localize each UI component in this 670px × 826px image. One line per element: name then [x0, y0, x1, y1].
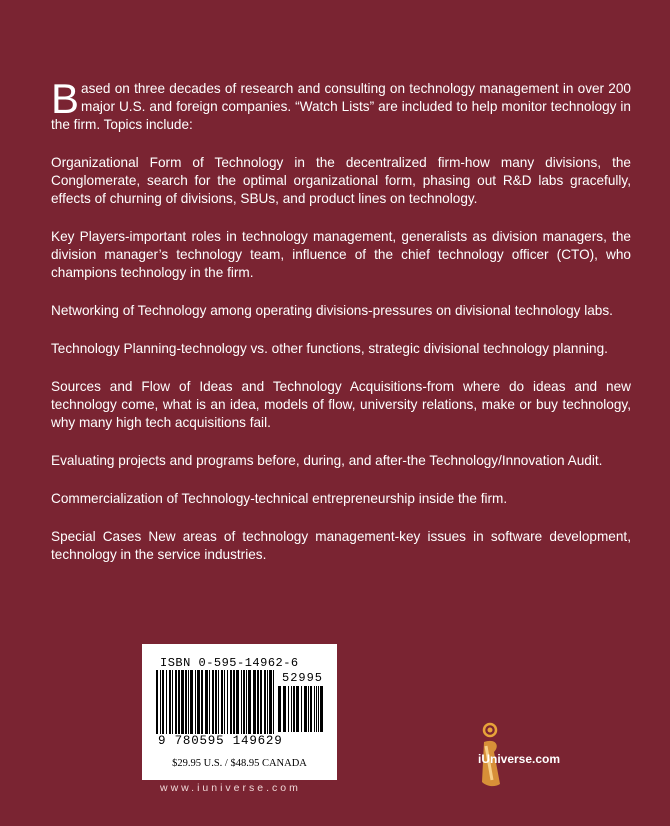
barcode-bar: [304, 686, 307, 732]
barcode-bar: [181, 670, 184, 734]
price-code-text: 52995: [282, 671, 324, 685]
publisher-website: www.iuniverse.com: [160, 782, 301, 794]
back-cover-description: [51, 75, 631, 584]
barcode-bar: [246, 670, 247, 734]
barcode-bar: [230, 670, 232, 734]
topic-planning: Technology Planning-technology vs. other functions, strategic divisional technology planning.: [51, 341, 608, 356]
barcode-bar: [233, 670, 235, 734]
barcode-bar: [308, 686, 309, 732]
barcode-bar: [260, 670, 262, 734]
barcode-bar: [314, 686, 315, 732]
topic-evaluating: Evaluating projects and programs before, during, and after-the Technology/Innovation Audit.: [51, 453, 603, 468]
barcode-bar: [316, 686, 317, 732]
barcode-bar: [209, 670, 210, 734]
barcode-bar: [318, 686, 319, 732]
barcode-bar: [236, 670, 239, 734]
barcode-bar: [212, 670, 214, 734]
barcode-bar: [224, 670, 225, 734]
barcode-bar: [172, 670, 173, 734]
barcode-bar: [227, 670, 228, 734]
barcode-bar: [156, 670, 158, 734]
barcode-bar: [243, 670, 245, 734]
barcode-bar: [283, 686, 286, 732]
barcode-bar: [169, 670, 171, 734]
barcode-bar: [248, 670, 251, 734]
intro-paragraph: [51, 75, 631, 134]
barcode-bar: [162, 670, 164, 734]
barcode-bar: [310, 686, 312, 732]
barcode-bar: [273, 670, 274, 734]
barcode-bar: [267, 670, 268, 734]
barcode-bar: [278, 686, 281, 732]
barcode-bar: [293, 686, 295, 732]
barcode-bar: [296, 686, 299, 732]
barcode-bar: [241, 670, 242, 734]
barcode-bar: [195, 670, 196, 734]
barcode-bar: [269, 670, 272, 734]
ean-barcode: [156, 670, 274, 734]
barcode-bar: [301, 686, 302, 732]
topic-sources-and-flow: Sources and Flow of Ideas and Technology Acquisitions-from where do ideas and new technology come, what is an idea, models of flow, university relations, make or buy technology, why many high tech acquisitions fail.: [51, 379, 631, 430]
price-text: $29.95 U.S. / $48.95 CANADA: [172, 758, 307, 769]
iuniverse-logo-text: iUniverse.com: [478, 752, 561, 766]
barcode-bar: [197, 670, 200, 734]
ean-digits-text: 9 780595 149629: [158, 734, 283, 748]
topic-special-cases: Special Cases New areas of technology management-key issues in software development, technology in the service industries.: [51, 529, 631, 562]
barcode-bar: [188, 670, 189, 734]
barcode-bar: [288, 686, 289, 732]
barcode-bar: [320, 686, 323, 732]
barcode-bar: [160, 670, 161, 734]
barcode-bar: [175, 670, 177, 734]
barcode-bar: [264, 670, 266, 734]
barcode-bar: [218, 670, 219, 734]
barcode-bar: [178, 670, 180, 734]
topic-organizational-form: Organizational Form of Technology in the decentralized firm-how many divisions, the Conglomerate, search for the optimal organizational form, phasing out R&D labs gracefully, effects of churning of divisions, SBUs, and product lines on technology.: [51, 155, 631, 206]
barcode-bar: [190, 670, 193, 734]
barcode-bar: [166, 670, 167, 734]
isbn-text: ISBN 0-595-14962-6: [160, 656, 299, 670]
drop-cap: B: [51, 75, 80, 122]
topic-key-players: Key Players-important roles in technology management, generalists as division managers, the division manager’s technology team, influence of the chief technology officer (CTO), who champions technology in the firm.: [51, 229, 631, 280]
topic-commercialization: Commercialization of Technology-technical entrepreneurship inside the firm.: [51, 491, 508, 506]
intro-text: ased on three decades of research and consulting on technology management in over 200 major U.S. and foreign companies. “Watch Lists” are included to help monitor technology in the firm. Topics include:: [51, 81, 631, 132]
barcode-bar: [185, 670, 187, 734]
barcode-bar: [205, 670, 208, 734]
barcode-bar: [253, 670, 256, 734]
barcode-bar: [257, 670, 259, 734]
barcode-bar: [201, 670, 203, 734]
barcode-bar: [215, 670, 217, 734]
barcode-bar: [291, 686, 292, 732]
topic-networking: Networking of Technology among operating divisions-pressures on divisional technology labs.: [51, 303, 613, 318]
barcode-bar: [221, 670, 223, 734]
iuniverse-logo: [478, 722, 561, 790]
barcode-label: [142, 644, 337, 780]
addon-barcode: [278, 686, 326, 732]
